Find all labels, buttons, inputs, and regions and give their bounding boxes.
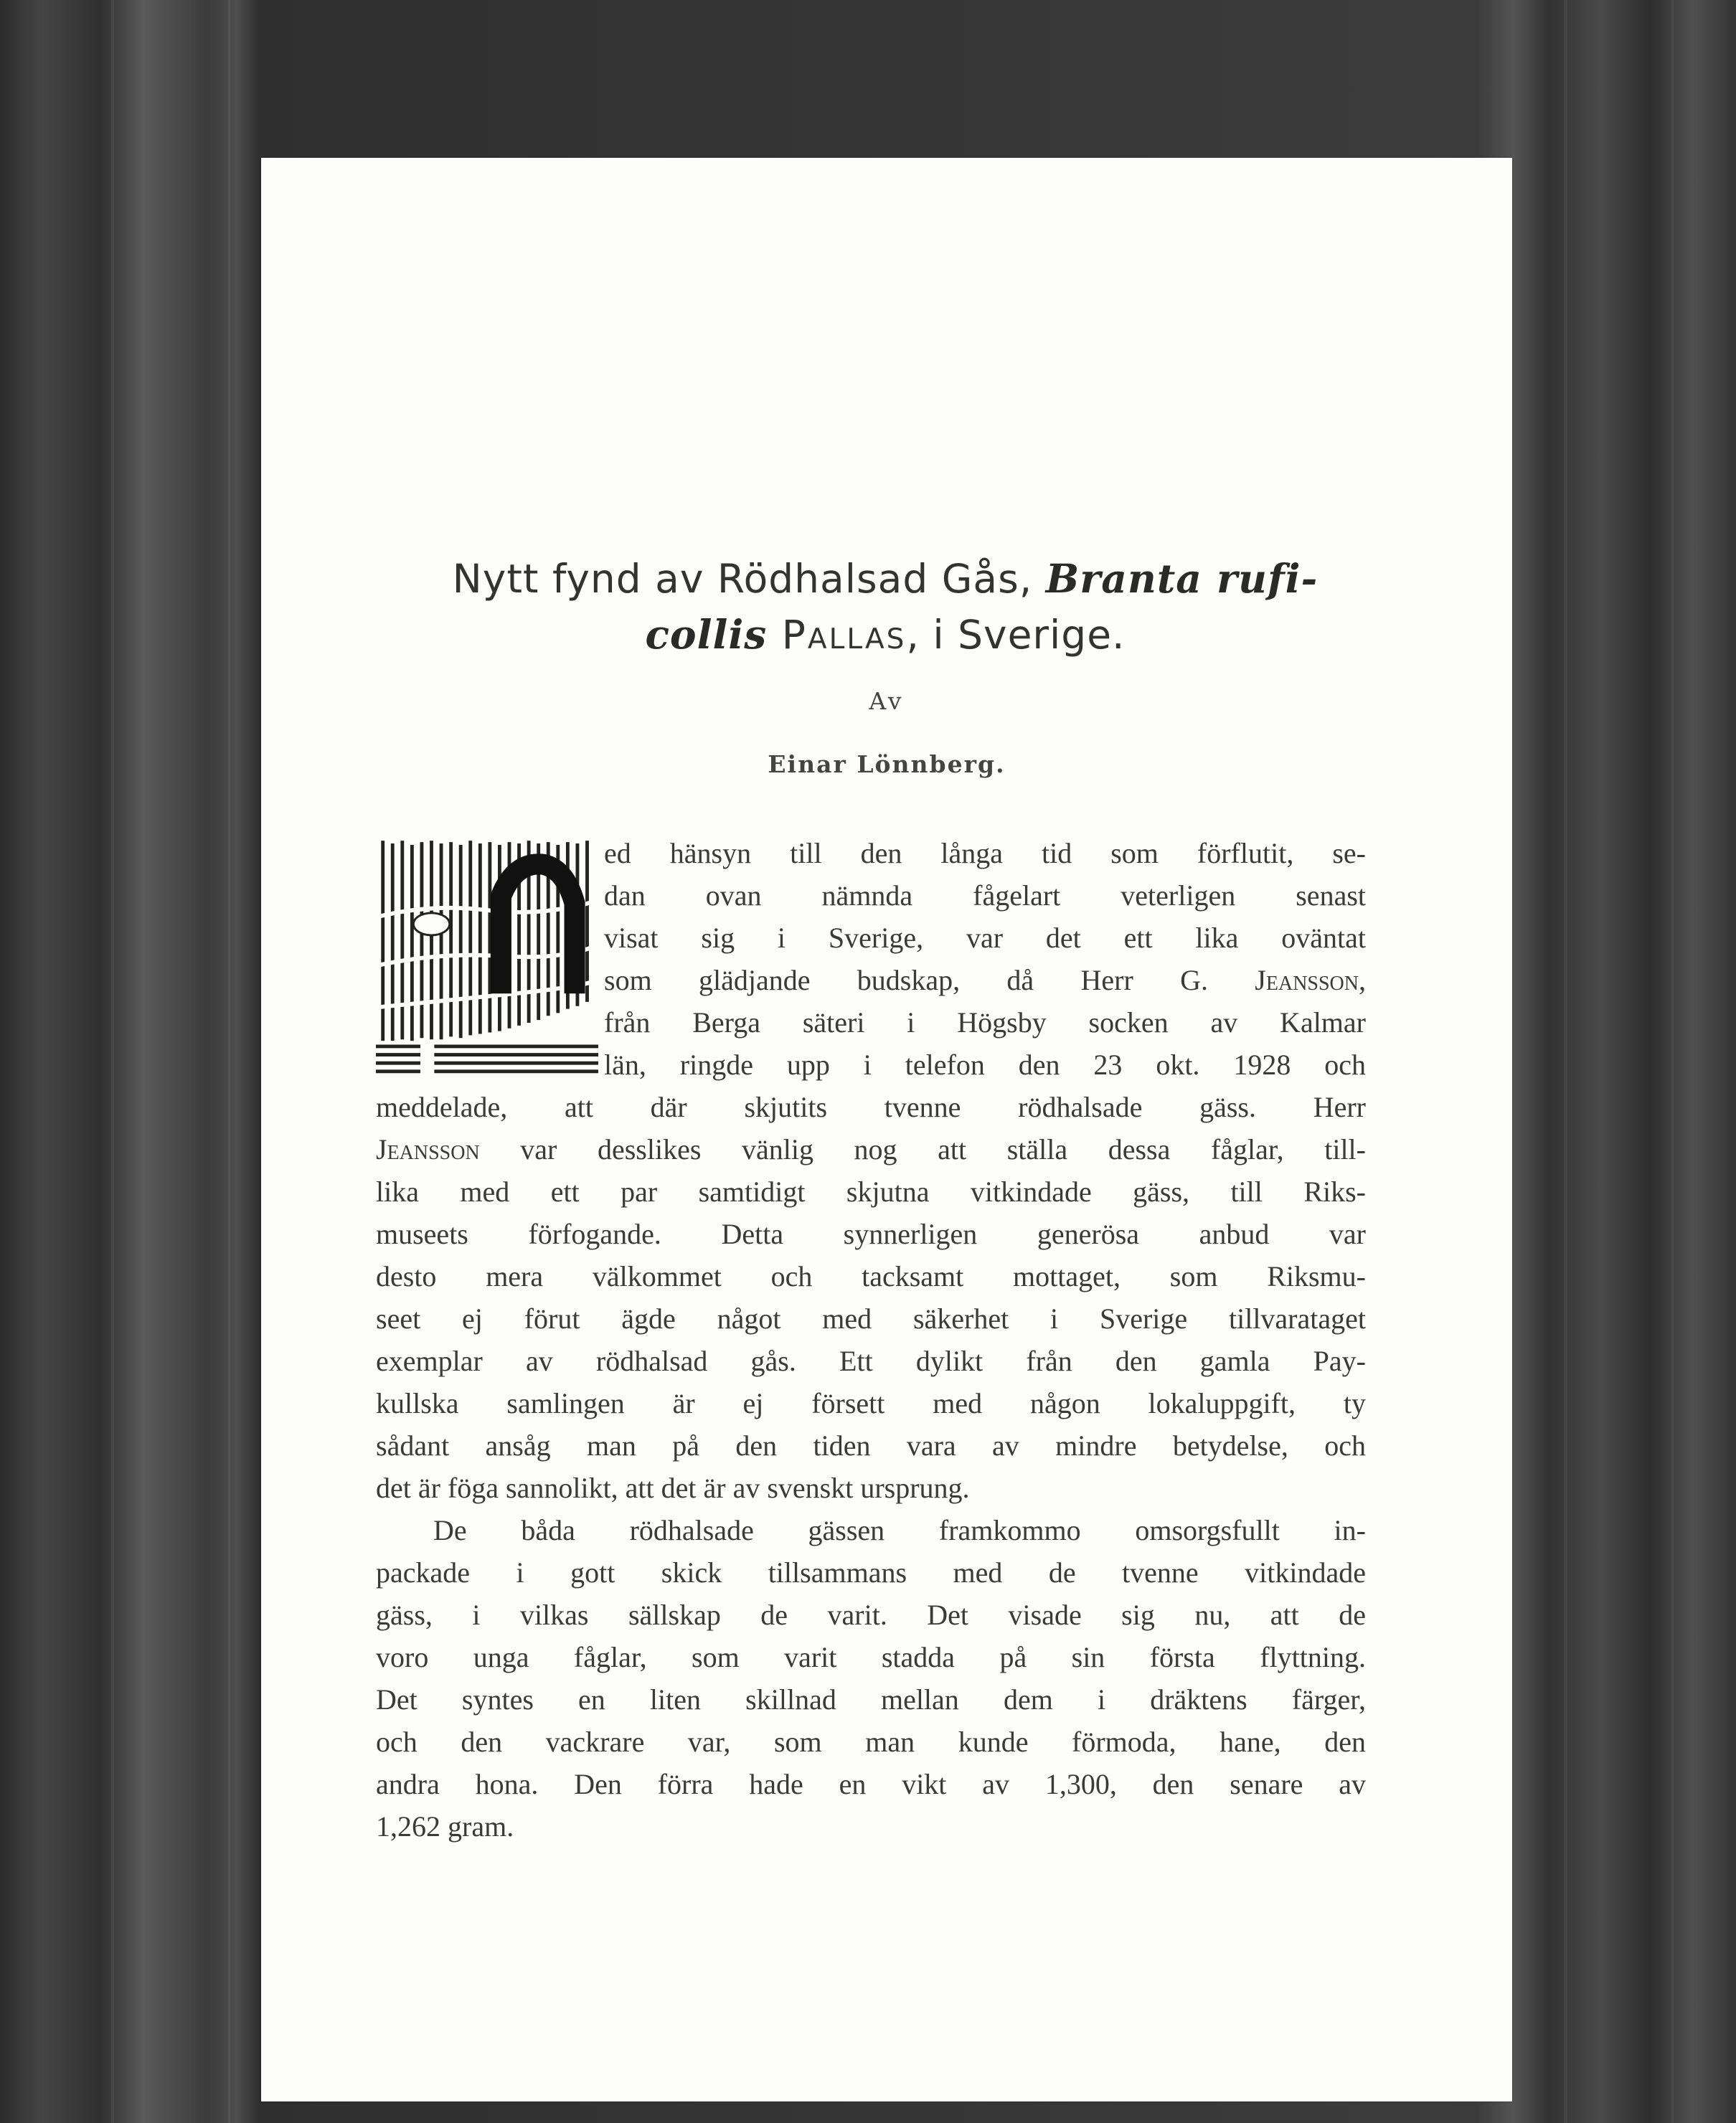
body-line: sådant ansåg man på den tiden vara av mindre betydelse, och	[376, 1429, 1366, 1462]
title-species-name-cont: collis	[645, 611, 768, 658]
article-title	[369, 551, 1402, 663]
body-line: dan ovan nämnda fågelart veterligen senast	[604, 879, 1366, 912]
punctuation: ,	[1359, 964, 1366, 996]
body-line: från Berga säteri i Högsby socken av Kalmar	[604, 1006, 1366, 1039]
body-line: packade i gott skick tillsammans med de tvenne vitkindade	[376, 1556, 1366, 1589]
body-line: andra hona. Den förra hade en vikt av 1,300, den senare av	[376, 1768, 1366, 1800]
body-line: kullska samlingen är ej försett med någon lokaluppgift, ty	[376, 1387, 1366, 1419]
body-line: voro unga fåglar, som varit stadda på sin första flyttning.	[376, 1641, 1366, 1673]
body-line-text: som glädjande budskap, då Herr G.	[604, 964, 1255, 996]
person-name: Jeansson	[376, 1133, 480, 1165]
body-line: desto mera välkommet och tacksamt mottaget, som Riksmu-	[376, 1260, 1366, 1292]
byline-av: Av	[869, 687, 905, 715]
body-line: och den vackrare var, som man kunde förmoda, hane, den	[376, 1726, 1366, 1758]
body-line: visat sig i Sverige, var det ett lika oväntat	[604, 922, 1366, 954]
title-author-name: Pallas	[767, 612, 907, 658]
scan-streak	[228, 0, 230, 2123]
body-line: 1,262 gram.	[376, 1810, 514, 1843]
scan-streak	[111, 0, 114, 2123]
title-text-end: , i Sverige.	[906, 612, 1126, 658]
body-line	[604, 959, 1366, 1001]
scan-streak	[1671, 0, 1674, 2123]
body-line	[376, 1128, 1366, 1171]
body-line: De båda rödhalsade gässen framkommo omsorgsfullt in-	[433, 1514, 1366, 1546]
body-line: det är föga sannolikt, att det är av svenskt ursprung.	[376, 1472, 970, 1504]
body-line: Det syntes en liten skillnad mellan dem i dräktens färger,	[376, 1683, 1366, 1716]
body-line: gäss, i vilkas sällskap de varit. Det visade sig nu, att de	[376, 1599, 1366, 1631]
title-text: Nytt fynd av Rödhalsad Gås,	[452, 556, 1046, 602]
body-line: museets förfogande. Detta synnerligen generösa anbud var	[376, 1218, 1366, 1250]
body-line: seet ej förut ägde något med säkerhet i Sverige tillvarataget	[376, 1302, 1366, 1335]
byline-author: Einar Lönnberg.	[768, 750, 1006, 778]
title-species-name: Branta rufi-	[1045, 555, 1318, 602]
article-body	[376, 832, 1366, 1848]
body-line: exemplar av rödhalsad gås. Ett dylikt från den gamla Pay-	[376, 1345, 1366, 1377]
scan-streak	[1564, 0, 1567, 2123]
body-line-text: var desslikes vänlig nog att ställa dessa fåglar, till-	[479, 1133, 1366, 1165]
body-line: län, ringde upp i telefon den 23 okt. 1928 och	[604, 1049, 1366, 1081]
body-line: lika med ett par samtidigt skjutna vitkindade gäss, till Riks-	[376, 1176, 1366, 1208]
body-line: ed hänsyn till den långa tid som förflutit, se-	[604, 837, 1366, 869]
person-name: Jeansson	[1255, 964, 1359, 996]
body-line: meddelade, att där skjutits tvenne rödhalsade gäss. Herr	[376, 1091, 1366, 1123]
